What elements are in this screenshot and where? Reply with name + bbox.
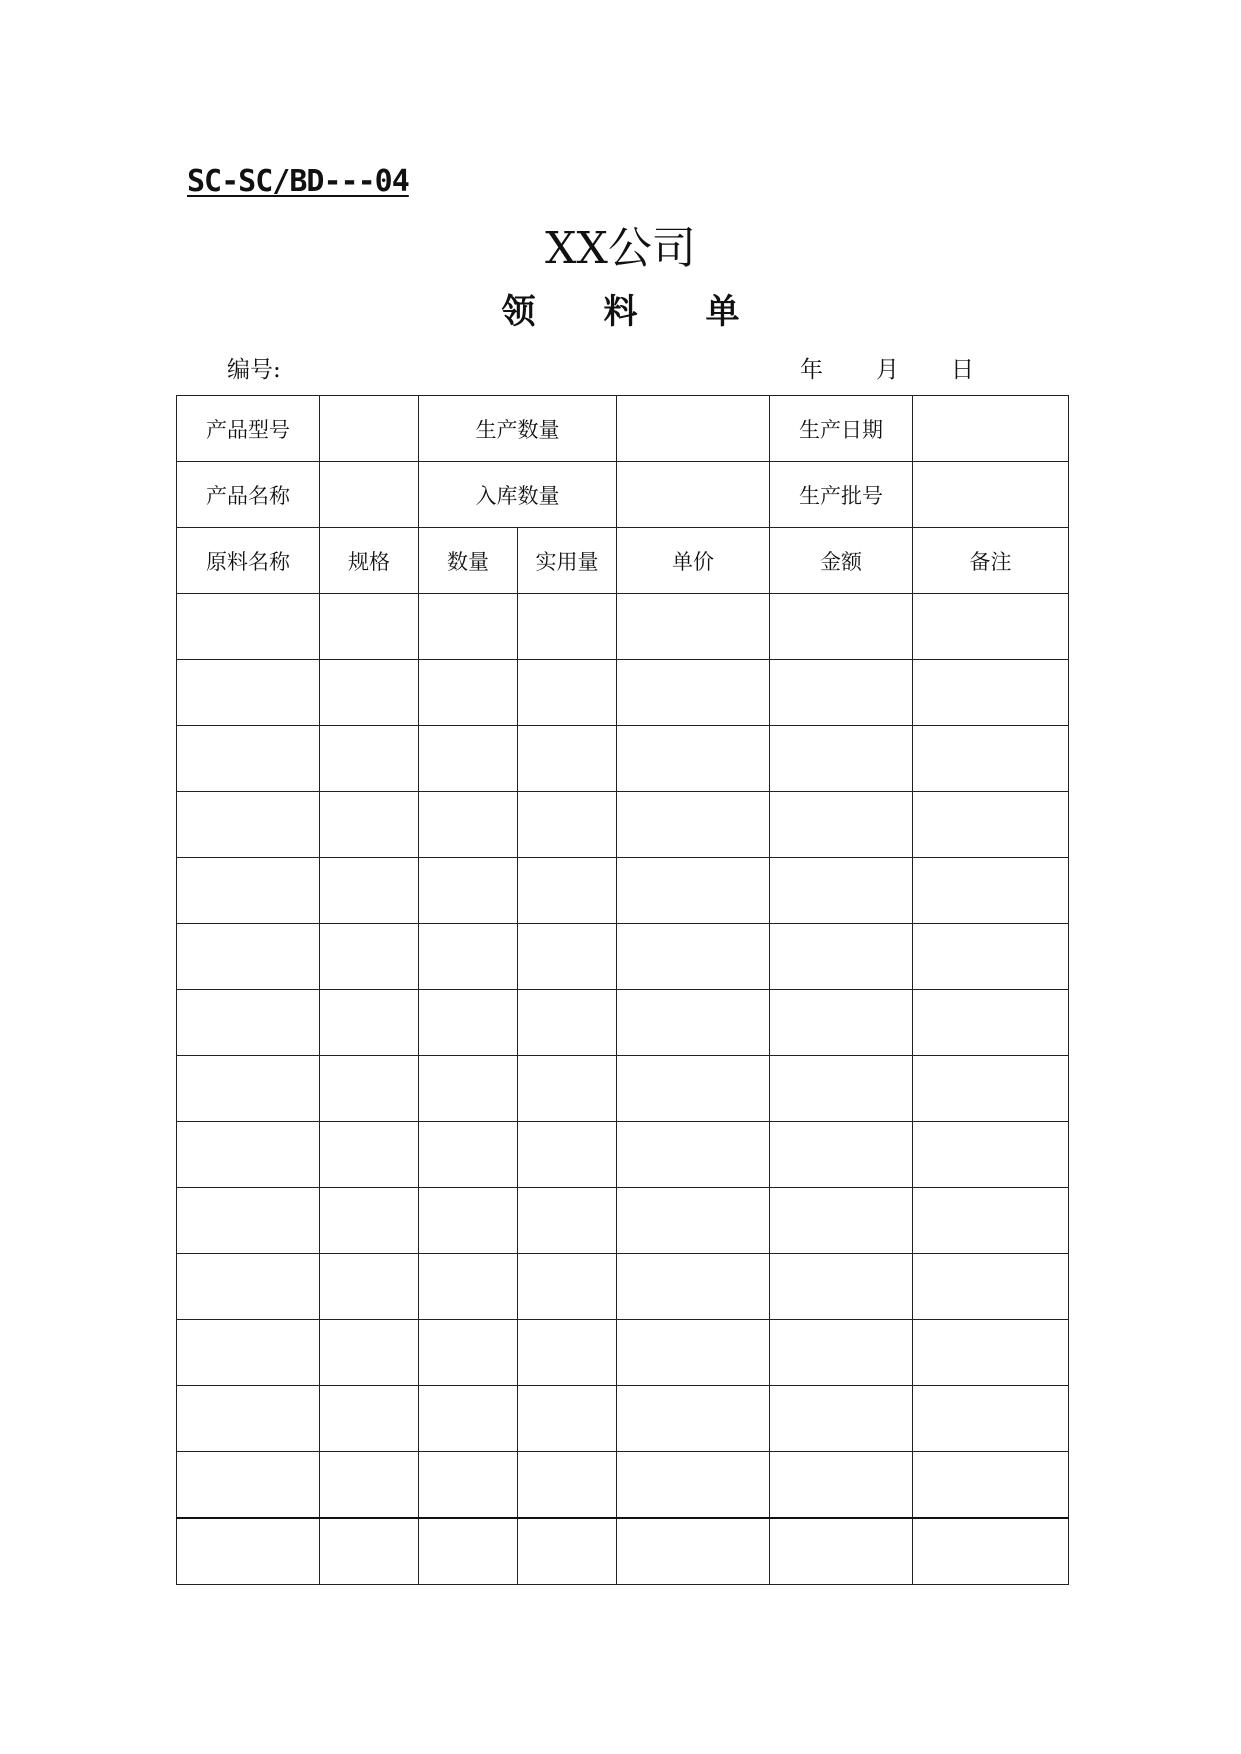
actual-usage-cell[interactable] xyxy=(518,660,617,726)
table-row xyxy=(177,1320,1069,1386)
amount-cell[interactable] xyxy=(770,594,913,660)
quantity-cell[interactable] xyxy=(419,1320,518,1386)
specification-cell[interactable] xyxy=(320,660,419,726)
quantity-cell[interactable] xyxy=(419,660,518,726)
storage-quantity-value[interactable] xyxy=(617,462,770,528)
material-name-cell[interactable] xyxy=(177,1452,320,1519)
amount-cell[interactable] xyxy=(770,1452,913,1519)
remarks-cell[interactable] xyxy=(913,1386,1069,1452)
material-name-cell[interactable] xyxy=(177,1320,320,1386)
table-row xyxy=(177,792,1069,858)
material-name-cell[interactable] xyxy=(177,792,320,858)
table-row xyxy=(177,1122,1069,1188)
column-header-specification: 规格 xyxy=(320,528,419,594)
quantity-cell[interactable] xyxy=(419,990,518,1056)
batch-number-value[interactable] xyxy=(913,462,1069,528)
table-row xyxy=(177,1056,1069,1122)
unit-price-cell[interactable] xyxy=(617,990,770,1056)
specification-cell[interactable] xyxy=(320,990,419,1056)
unit-price-cell[interactable] xyxy=(617,1386,770,1452)
quantity-cell[interactable] xyxy=(419,1122,518,1188)
specification-cell[interactable] xyxy=(320,792,419,858)
unit-price-cell[interactable] xyxy=(617,594,770,660)
header-row-1 xyxy=(177,396,1069,462)
remarks-cell[interactable] xyxy=(913,726,1069,792)
product-model-value[interactable] xyxy=(320,396,419,462)
quantity-cell[interactable] xyxy=(419,792,518,858)
specification-cell[interactable] xyxy=(320,1254,419,1320)
specification-cell[interactable] xyxy=(320,924,419,990)
actual-usage-cell[interactable] xyxy=(518,1320,617,1386)
column-header-amount: 金额 xyxy=(770,528,913,594)
material-name-cell[interactable] xyxy=(177,660,320,726)
unit-price-cell[interactable] xyxy=(617,858,770,924)
quantity-cell[interactable] xyxy=(419,726,518,792)
amount-cell[interactable] xyxy=(770,1320,913,1386)
quantity-cell[interactable] xyxy=(419,924,518,990)
actual-usage-cell[interactable] xyxy=(518,1386,617,1452)
quantity-cell[interactable] xyxy=(419,1188,518,1254)
production-quantity-value[interactable] xyxy=(617,396,770,462)
unit-price-cell[interactable] xyxy=(617,1518,770,1585)
column-header-row xyxy=(177,528,1069,594)
remarks-cell[interactable] xyxy=(913,1122,1069,1188)
amount-cell[interactable] xyxy=(770,1254,913,1320)
material-name-cell[interactable] xyxy=(177,924,320,990)
column-header-remarks: 备注 xyxy=(913,528,1069,594)
remarks-cell[interactable] xyxy=(913,1254,1069,1320)
actual-usage-cell[interactable] xyxy=(518,1056,617,1122)
actual-usage-cell[interactable] xyxy=(518,594,617,660)
actual-usage-cell[interactable] xyxy=(518,792,617,858)
amount-cell[interactable] xyxy=(770,660,913,726)
specification-cell[interactable] xyxy=(320,1386,419,1452)
table-row xyxy=(177,1452,1069,1519)
document-code: SC-SC/BD---04 xyxy=(187,164,409,199)
actual-usage-cell[interactable] xyxy=(518,858,617,924)
quantity-cell[interactable] xyxy=(419,1518,518,1585)
amount-cell[interactable] xyxy=(770,1122,913,1188)
production-date-label: 生产日期 xyxy=(770,396,913,462)
remarks-cell[interactable] xyxy=(913,990,1069,1056)
day-label: 日 xyxy=(951,357,974,383)
unit-price-cell[interactable] xyxy=(617,792,770,858)
material-name-cell[interactable] xyxy=(177,1188,320,1254)
specification-cell[interactable] xyxy=(320,1122,419,1188)
quantity-cell[interactable] xyxy=(419,858,518,924)
quantity-cell[interactable] xyxy=(419,594,518,660)
header-row-2 xyxy=(177,462,1069,528)
production-date-value[interactable] xyxy=(913,396,1069,462)
unit-price-cell[interactable] xyxy=(617,1188,770,1254)
material-requisition-table xyxy=(176,395,1069,1585)
table-row xyxy=(177,1518,1069,1585)
year-label: 年 xyxy=(800,357,823,383)
material-name-cell[interactable] xyxy=(177,1386,320,1452)
material-name-cell[interactable] xyxy=(177,726,320,792)
actual-usage-cell[interactable] xyxy=(518,726,617,792)
quantity-cell[interactable] xyxy=(419,1452,518,1519)
unit-price-cell[interactable] xyxy=(617,1056,770,1122)
quantity-cell[interactable] xyxy=(419,1386,518,1452)
remarks-cell[interactable] xyxy=(913,924,1069,990)
unit-price-cell[interactable] xyxy=(617,924,770,990)
quantity-cell[interactable] xyxy=(419,1254,518,1320)
specification-cell[interactable] xyxy=(320,1056,419,1122)
column-header-actual-usage: 实用量 xyxy=(518,528,617,594)
remarks-cell[interactable] xyxy=(913,858,1069,924)
table-row xyxy=(177,990,1069,1056)
actual-usage-cell[interactable] xyxy=(518,1254,617,1320)
amount-cell[interactable] xyxy=(770,1188,913,1254)
material-name-cell[interactable] xyxy=(177,1254,320,1320)
product-model-label: 产品型号 xyxy=(177,396,320,462)
remarks-cell[interactable] xyxy=(913,792,1069,858)
specification-cell[interactable] xyxy=(320,1320,419,1386)
column-header-material-name: 原料名称 xyxy=(177,528,320,594)
remarks-cell[interactable] xyxy=(913,1518,1069,1585)
material-name-cell[interactable] xyxy=(177,990,320,1056)
remarks-cell[interactable] xyxy=(913,1320,1069,1386)
specification-cell[interactable] xyxy=(320,726,419,792)
unit-price-cell[interactable] xyxy=(617,726,770,792)
actual-usage-cell[interactable] xyxy=(518,1518,617,1585)
unit-price-cell[interactable] xyxy=(617,1254,770,1320)
table-row xyxy=(177,1254,1069,1320)
material-name-cell[interactable] xyxy=(177,1056,320,1122)
amount-cell[interactable] xyxy=(770,858,913,924)
company-name: XX公司 xyxy=(545,223,696,274)
unit-price-cell[interactable] xyxy=(617,1320,770,1386)
material-name-cell[interactable] xyxy=(177,1518,320,1585)
serial-number-label: 编号: xyxy=(227,357,281,383)
specification-cell[interactable] xyxy=(320,1188,419,1254)
specification-cell[interactable] xyxy=(320,594,419,660)
material-name-cell[interactable] xyxy=(177,858,320,924)
storage-quantity-label: 入库数量 xyxy=(419,462,617,528)
amount-cell[interactable] xyxy=(770,1518,913,1585)
amount-cell[interactable] xyxy=(770,1056,913,1122)
batch-number-label: 生产批号 xyxy=(770,462,913,528)
table-row xyxy=(177,924,1069,990)
actual-usage-cell[interactable] xyxy=(518,1122,617,1188)
amount-cell[interactable] xyxy=(770,1386,913,1452)
actual-usage-cell[interactable] xyxy=(518,1452,617,1519)
remarks-cell[interactable] xyxy=(913,1452,1069,1519)
table-row xyxy=(177,660,1069,726)
specification-cell[interactable] xyxy=(320,1518,419,1585)
column-header-unit-price: 单价 xyxy=(617,528,770,594)
remarks-cell[interactable] xyxy=(913,1188,1069,1254)
unit-price-cell[interactable] xyxy=(617,660,770,726)
material-name-cell[interactable] xyxy=(177,594,320,660)
production-quantity-label: 生产数量 xyxy=(419,396,617,462)
actual-usage-cell[interactable] xyxy=(518,1188,617,1254)
table-row xyxy=(177,1386,1069,1452)
table-row xyxy=(177,858,1069,924)
amount-cell[interactable] xyxy=(770,726,913,792)
material-name-cell[interactable] xyxy=(177,1122,320,1188)
month-label: 月 xyxy=(876,357,899,383)
column-header-quantity: 数量 xyxy=(419,528,518,594)
remarks-cell[interactable] xyxy=(913,660,1069,726)
table-row xyxy=(177,1188,1069,1254)
remarks-cell[interactable] xyxy=(913,1056,1069,1122)
remarks-cell[interactable] xyxy=(913,594,1069,660)
specification-cell[interactable] xyxy=(320,858,419,924)
table-row xyxy=(177,726,1069,792)
date-line xyxy=(800,355,990,385)
unit-price-cell[interactable] xyxy=(617,1452,770,1519)
product-name-label: 产品名称 xyxy=(177,462,320,528)
amount-cell[interactable] xyxy=(770,792,913,858)
amount-cell[interactable] xyxy=(770,924,913,990)
form-title: 领 料 单 xyxy=(501,292,740,332)
actual-usage-cell[interactable] xyxy=(518,924,617,990)
quantity-cell[interactable] xyxy=(419,1056,518,1122)
amount-cell[interactable] xyxy=(770,990,913,1056)
table-row xyxy=(177,594,1069,660)
specification-cell[interactable] xyxy=(320,1452,419,1519)
unit-price-cell[interactable] xyxy=(617,1122,770,1188)
product-name-value[interactable] xyxy=(320,462,419,528)
actual-usage-cell[interactable] xyxy=(518,990,617,1056)
